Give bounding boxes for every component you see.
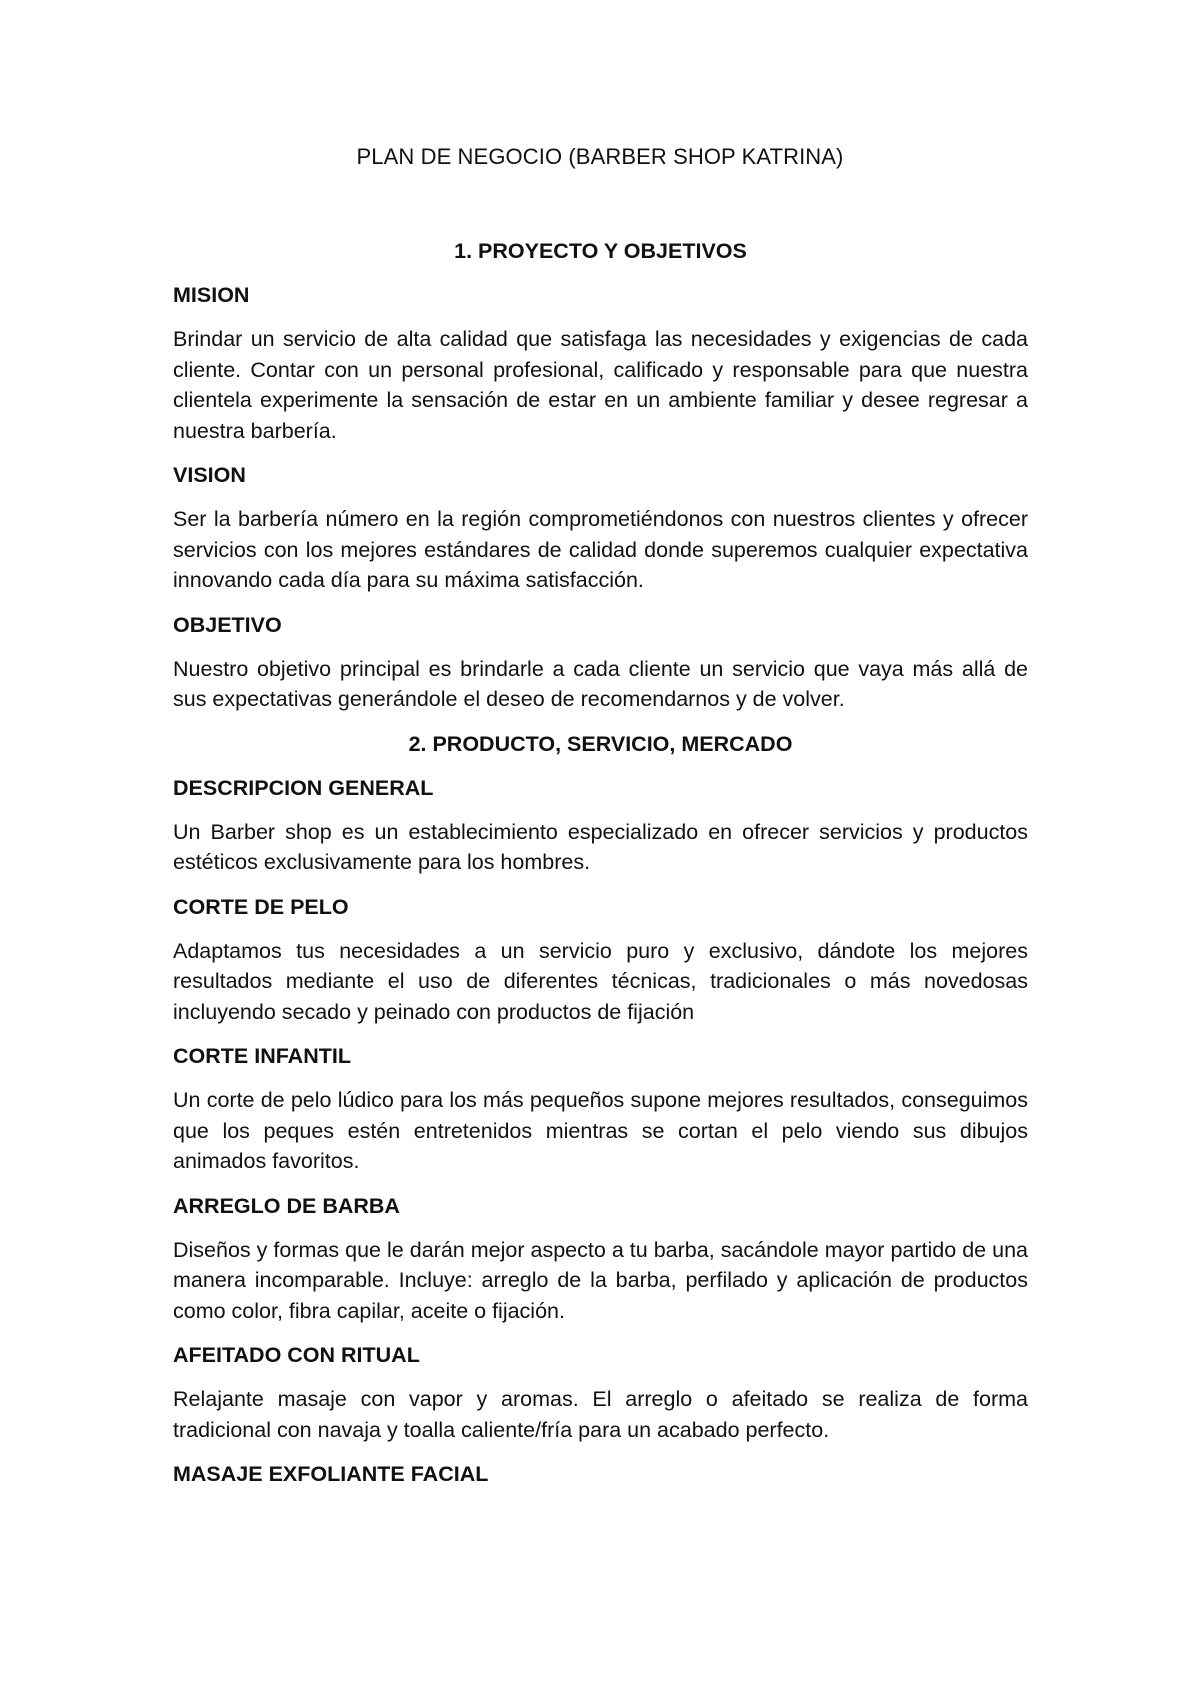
section-2-title: 2. PRODUCTO, SERVICIO, MERCADO xyxy=(408,731,793,756)
corte-infantil-paragraph: Un corte de pelo lúdico para los más pequeños supone mejores resultados, conseguimos que los peques estén entretenidos mientras se cortan el pelo viendo sus dibujos animados favoritos. xyxy=(173,1088,1028,1173)
mision-heading: MISION xyxy=(173,283,250,307)
document-title: PLAN DE NEGOCIO (BARBER SHOP KATRINA) xyxy=(356,144,844,169)
objetivo-paragraph: Nuestro objetivo principal es brindarle a cada cliente un servicio que vaya más allá de sus expectativas generándole el deseo de recomendarnos y de volver. xyxy=(173,656,1028,711)
afeitado-paragraph: Relajante masaje con vapor y aromas. El arreglo o afeitado se realiza de forma tradicional con navaja y toalla caliente/fría para un acabado perfecto. xyxy=(173,1387,1028,1442)
vision-paragraph: Ser la barbería número en la región comprometiéndonos con nuestros clientes y ofrecer servicios con los mejores estándares de calidad donde superemos cualquier expectativa innovando cada día para su máxima satisfacción. xyxy=(173,507,1028,592)
vision-heading: VISION xyxy=(173,463,246,487)
section-1-title: 1. PROYECTO Y OBJETIVOS xyxy=(454,239,747,263)
descripcion-paragraph: Un Barber shop es un establecimiento especializado en ofrecer servicios y productos estéticos exclusivamente para los hombres. xyxy=(173,819,1028,874)
mision-paragraph: Brindar un servicio de alta calidad que satisfaga las necesidades y exigencias de cada cliente. Contar con un personal profesional, calificado y responsable para que nuestra clientela experimente la sensación de estar en un ambiente familiar y desee regresar a nuestra barbería. xyxy=(173,327,1028,443)
afeitado-heading: AFEITADO CON RITUAL xyxy=(173,1343,420,1367)
corte-infantil-heading: CORTE INFANTIL xyxy=(173,1044,351,1068)
masaje-heading: MASAJE EXFOLIANTE FACIAL xyxy=(173,1462,489,1486)
arreglo-barba-heading: ARREGLO DE BARBA xyxy=(173,1193,400,1218)
corte-pelo-heading: CORTE DE PELO xyxy=(173,894,349,919)
corte-pelo-paragraph: Adaptamos tus necesidades a un servicio puro y exclusivo, dándote los mejores resultados mediante el uso de diferentes técnicas, tradicionales o más novedosas incluyendo secado y peinado con productos de fijación xyxy=(173,938,1028,1024)
arreglo-barba-paragraph: Diseños y formas que le darán mejor aspecto a tu barba, sacándole mayor partido de una manera incomparable. Incluye: arreglo de la barba, perfilado y aplicación de productos como color, fibra capilar, aceite o fijación. xyxy=(173,1237,1028,1323)
objetivo-heading: OBJETIVO xyxy=(173,612,282,637)
descripcion-heading: DESCRIPCION GENERAL xyxy=(173,775,434,800)
document-body xyxy=(173,236,1028,1503)
